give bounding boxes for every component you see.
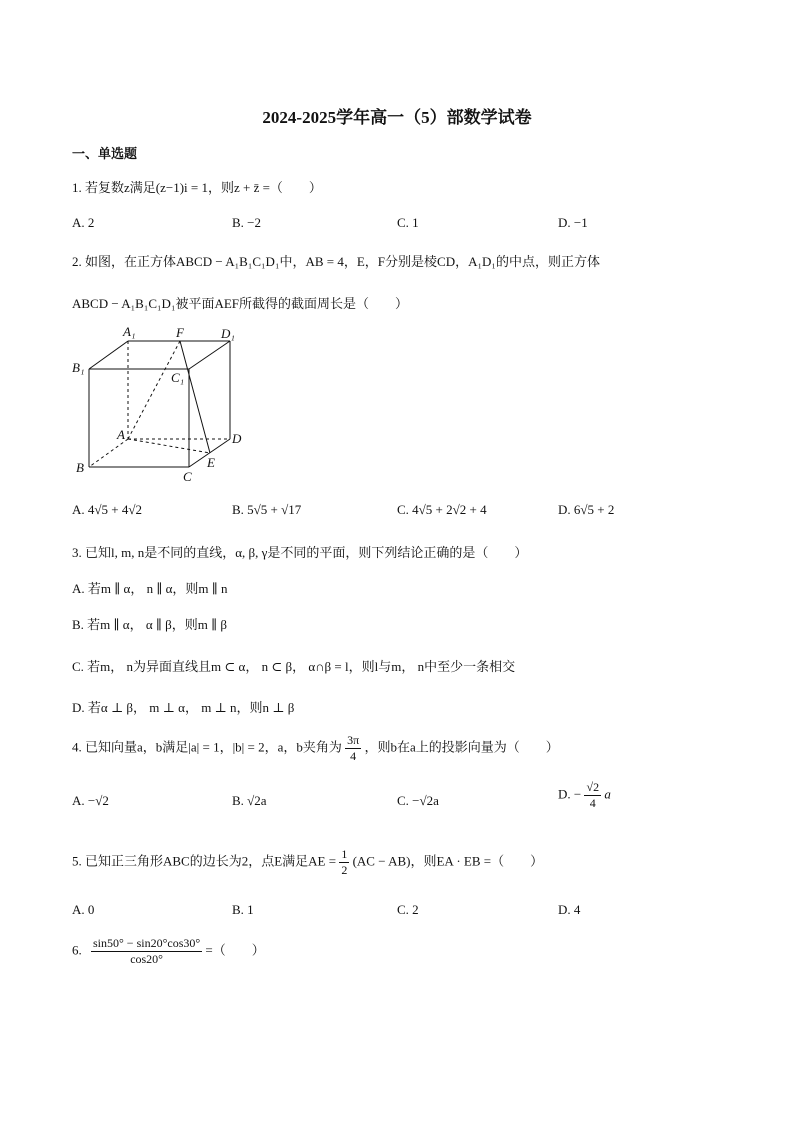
- q4-optd-den: 4: [589, 796, 596, 810]
- q2-option-d: D. 6√5 + 2: [558, 502, 615, 517]
- q3-option-b: B. 若m ∥ α， α ∥ β，则m ∥ β: [72, 617, 228, 632]
- q3-option-c: C. 若m， n为异面直线且m ⊂ α， n ⊂ β， α∩β = l，则l与m， n中至少一条相交: [72, 659, 516, 674]
- q4-optd-num: √2: [586, 780, 600, 794]
- label-c1: C₁: [171, 370, 185, 385]
- label-d: D: [232, 431, 242, 446]
- q4-option-c: C. −√2a: [397, 793, 439, 808]
- q1-option-c: C. 1: [397, 215, 419, 230]
- q4-option-d-label: D. −: [558, 786, 582, 802]
- q4-stem-post: ，则b在a上的投影向量为（ ）: [364, 739, 559, 755]
- q4-frac-num: 3π: [347, 733, 360, 747]
- q1-option-a: A. 2: [72, 215, 95, 230]
- question-3-stem: 3. 已知l, m, n是不同的直线，α, β, γ是不同的平面，则下列结论正确的是（ ）: [72, 545, 528, 560]
- q5-option-d: D. 4: [558, 902, 581, 917]
- q2-option-b: B. 5√5 + √17: [232, 502, 302, 517]
- question-4-stem: [72, 733, 559, 764]
- question-5-stem: [72, 847, 543, 878]
- q4-option-b: B. √2a: [232, 793, 267, 808]
- label-a1: A₁: [123, 324, 136, 339]
- question-2-stem-line1: 2. 如图，在正方体ABCD − A₁B₁C₁D₁中，AB = 4，E，F分别是棱CD，A₁D₁的中点，则正方体: [72, 254, 600, 269]
- q4-angle-fraction: [345, 733, 361, 764]
- question-6-stem: [72, 936, 265, 967]
- q3-option-a: A. 若m ∥ α， n ∥ α，则m ∥ n: [72, 581, 228, 596]
- question-1-stem: 1. 若复数z满足(z−1)i = 1，则z + z̄ =（ ）: [72, 180, 322, 195]
- q5-option-b: B. 1: [232, 902, 254, 917]
- q4-option-d: [558, 780, 611, 811]
- q4-frac-den: 4: [350, 749, 357, 763]
- q4-optd-tail: a: [604, 786, 611, 802]
- question-2-stem-line2: ABCD − A₁B₁C₁D₁被平面AEF所截得的截面周长是（ ）: [72, 296, 409, 311]
- q3-option-d: D. 若α ⊥ β， m ⊥ α， m ⊥ n，则n ⊥ β: [72, 700, 295, 715]
- q5-frac-den: 2: [341, 863, 348, 877]
- q6-frac-num: sin50° − sin20°cos30°: [93, 936, 201, 950]
- label-f: F: [176, 325, 184, 340]
- q5-stem-post: (AC − AB)，则EA · EB =（ ）: [352, 853, 544, 869]
- q5-stem-pre: 5. 已知正三角形ABC的边长为2，点E满足AE =: [72, 853, 340, 869]
- label-b1: B₁: [72, 360, 85, 375]
- cube-figure: [70, 322, 260, 492]
- q2-option-a: A. 4√5 + 4√2: [72, 502, 142, 517]
- label-d1: D₁: [221, 326, 235, 341]
- q6-fraction: [91, 936, 202, 967]
- section-heading: 一、单选题: [72, 146, 138, 161]
- q6-stem-post: =（ ）: [205, 942, 265, 958]
- label-b: B: [76, 460, 84, 475]
- label-c: C: [183, 469, 192, 484]
- q2-option-c: C. 4√5 + 2√2 + 4: [397, 502, 487, 517]
- label-a: A: [117, 427, 125, 442]
- q4-stem-pre: 4. 已知向量a，b满足|a| = 1，|b| = 2，a，b夹角为: [72, 739, 342, 755]
- q1-option-b: B. −2: [232, 215, 262, 230]
- q4-option-a: A. −√2: [72, 793, 109, 808]
- page-title: 2024-2025学年高一（5）部数学试卷: [262, 108, 532, 127]
- q5-fraction: [339, 847, 349, 878]
- q5-option-a: A. 0: [72, 902, 95, 917]
- q4-option-d-fraction: [584, 780, 601, 811]
- q5-frac-num: 1: [341, 847, 348, 861]
- q6-frac-den: cos20°: [130, 952, 163, 966]
- label-e: E: [207, 455, 215, 470]
- q1-option-d: D. −1: [558, 215, 588, 230]
- q5-option-c: C. 2: [397, 902, 419, 917]
- q6-number: 6.: [72, 942, 82, 958]
